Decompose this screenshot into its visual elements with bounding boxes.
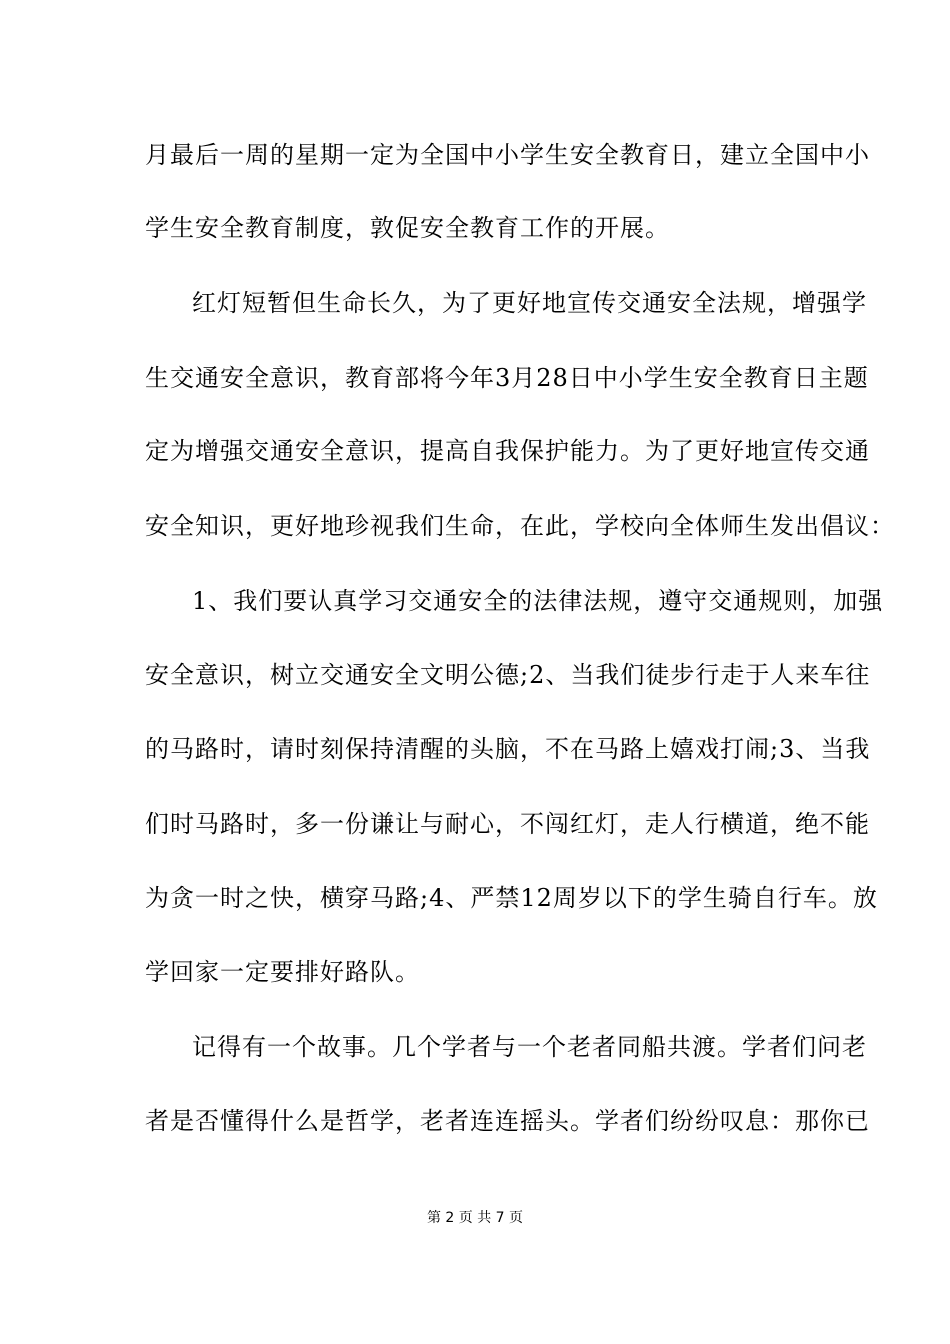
text-line-5: 定为增强交通安全意识，提高自我保护能力。为了更好地宣传交通: [145, 437, 870, 465]
paragraph-start-line: 记得有一个故事。几个学者与一个老者同船共渡。学者们问老: [192, 1033, 867, 1061]
text-line-6: 安全知识，更好地珍视我们生命，在此，学校向全体师生发出倡议：: [145, 512, 895, 540]
text-line-9: 的马路时，请时刻保持清醒的头脑，不在马路上嬉戏打闹;3、当我: [145, 735, 871, 763]
text-line-11: 为贪一时之快，横穿马路;4、严禁12周岁以下的学生骑自行车。放: [145, 884, 878, 912]
paragraph-start-line: 红灯短暂但生命长久，为了更好地宣传交通安全法规，增强学: [192, 289, 867, 317]
text-line-14: 者是否懂得什么是哲学，老者连连摇头。学者们纷纷叹息：那你已: [145, 1107, 870, 1135]
text-line-10: 们时马路时，多一份谦让与耐心，不闯红灯，走人行横道，绝不能: [145, 810, 870, 838]
paragraph-start-line: 1、我们要认真学习交通安全的法律法规，遵守交通规则，加强: [192, 587, 884, 615]
text-line-1: 月最后一周的星期一定为全国中小学生安全教育日，建立全国中小: [145, 141, 870, 169]
text-line-2: 学生安全教育制度，敦促安全教育工作的开展。: [145, 214, 670, 242]
text-line-8: 安全意识，树立交通安全文明公德;2、当我们徒步行走于人来车往: [145, 661, 871, 689]
page-number-footer: 第 2 页 共 7 页: [426, 1210, 524, 1226]
text-line-4: 生交通安全意识，教育部将今年3月28日中小学生安全教育日主题: [145, 364, 869, 392]
text-line-12: 学回家一定要排好路队。: [145, 958, 420, 986]
